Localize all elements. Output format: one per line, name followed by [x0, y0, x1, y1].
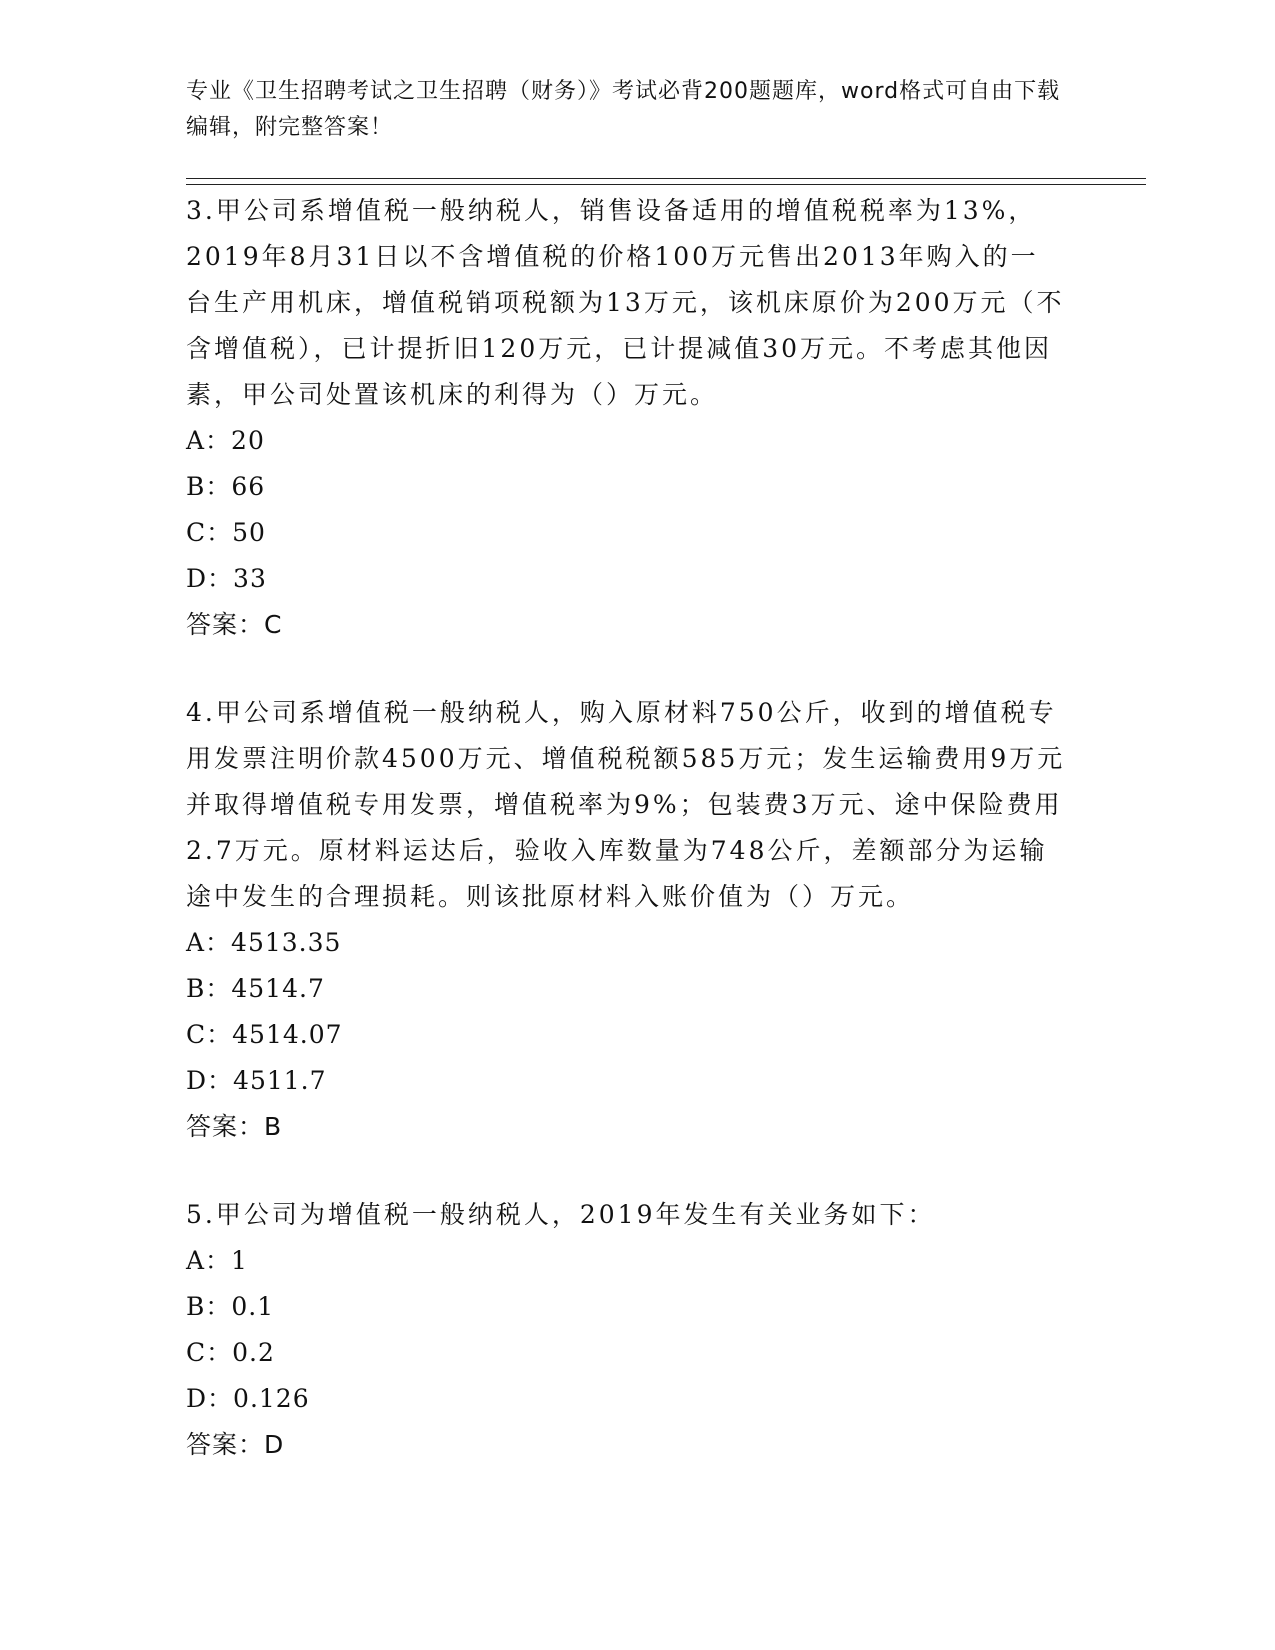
- answer: 答案：B: [186, 1112, 283, 1141]
- header-divider-bottom: [186, 184, 1146, 185]
- option-a: A：20: [186, 426, 265, 455]
- header-divider-top: [186, 178, 1146, 179]
- answer: 答案：C: [186, 610, 283, 639]
- question-stem: 3.甲公司系增值税一般纳税人，销售设备适用的增值税税率为13%，2019年8月31日以不含增值税的价格100万元售出2013年购入的一台生产用机床，增值税销项税额为13万元，该机床原价为200万元（不含增值税），已计提折旧120万元，已计提减值30万元。不考虑其他因素，甲公司处置该机床的利得为（）万元。: [186, 196, 1065, 409]
- option-d: D：0.126: [186, 1384, 310, 1413]
- question-4: [186, 690, 1066, 1150]
- option-a: A：1: [186, 1246, 248, 1275]
- option-d: D：33: [186, 564, 267, 593]
- option-b: B：4514.7: [186, 974, 325, 1003]
- answer: 答案：D: [186, 1430, 285, 1459]
- option-d: D：4511.7: [186, 1066, 327, 1095]
- option-b: B：66: [186, 472, 266, 501]
- option-c: C：0.2: [186, 1338, 275, 1367]
- option-c: C：4514.07: [186, 1020, 343, 1049]
- option-c: C：50: [186, 518, 266, 547]
- question-3: [186, 188, 1066, 648]
- option-b: B：0.1: [186, 1292, 275, 1321]
- question-stem: 5.甲公司为增值税一般纳税人，2019年发生有关业务如下：: [186, 1200, 936, 1229]
- option-a: A：4513.35: [186, 928, 342, 957]
- question-stem: 4.甲公司系增值税一般纳税人，购入原材料750公斤，收到的增值税专用发票注明价款4500万元、增值税税额585万元；发生运输费用9万元并取得增值税专用发票，增值税率为9%；包装费3万元、途中保险费用2.7万元。原材料运达后，验收入库数量为748公斤，差额部分为运输途中发生的合理损耗。则该批原材料入账价值为（）万元。: [186, 698, 1066, 911]
- question-5: [186, 1192, 1066, 1468]
- document-header: 专业《卫生招聘考试之卫生招聘（财务）》考试必背200题题库，word格式可自由下载编辑，附完整答案！: [186, 79, 1061, 140]
